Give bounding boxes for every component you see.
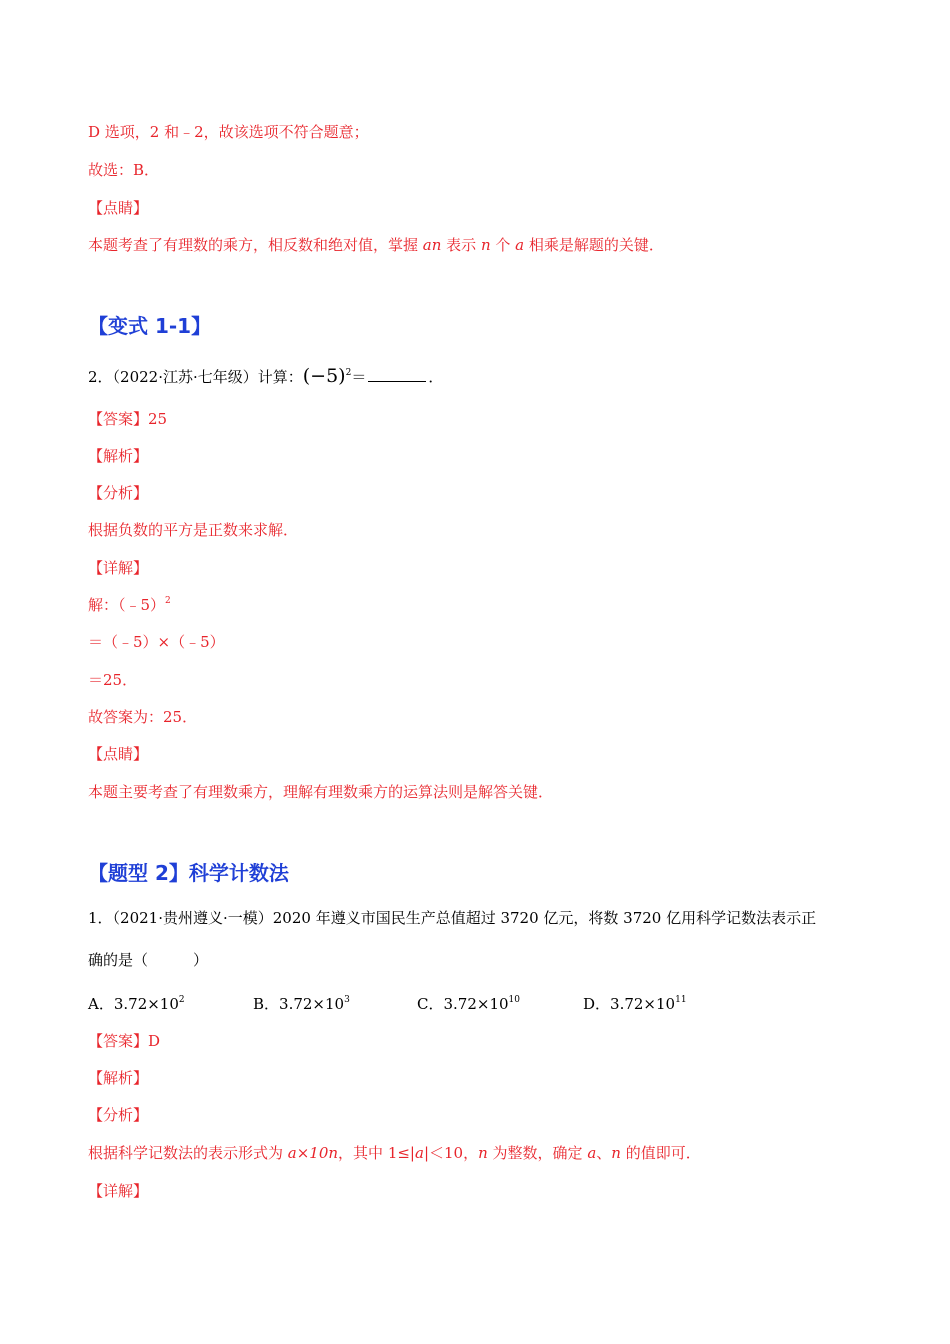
type2-fenxi-text: 根据科学记数法的表示形式为 a×10n，其中 1≤|a|＜10，n 为整数，确定 a、n 的值即可． [88, 1144, 701, 1162]
type2-question-line2: 确的是（ ） [88, 951, 209, 969]
type2-answer: 【答案】D [88, 1032, 161, 1050]
option-b: B．$3.72\times 10^3$ [253, 995, 350, 1013]
variant-step4: 故答案为：25． [88, 708, 198, 726]
option-d: D．$3.72\times 10^{11}$ [583, 995, 687, 1013]
variant-step1: 解：（﹣5）$^2$ [88, 596, 171, 614]
prev-choose: 故选：B． [88, 161, 160, 179]
variant-dianjing-text: 本题主要考查了有理数乘方，理解有理数乘方的运算法则是解答关键． [88, 783, 554, 801]
option-c: C．$3.72\times 10^{10}$ [417, 995, 520, 1013]
variant-question: 2．（2022·江苏·七年级）计算：$(-5)^2=$ ． [88, 365, 444, 387]
option-a: A．$3.72\times 10^2$ [88, 995, 185, 1013]
prev-dianjing-tag: 【点睛】 [88, 199, 149, 217]
prev-option-d: D 选项，2 和﹣2，故该选项不符合题意； [88, 123, 369, 141]
variant-step2: ＝（﹣5）×（﹣5） [88, 633, 225, 651]
type2-jiexi-tag: 【解析】 [88, 1069, 149, 1087]
variant-xiangjie-tag: 【详解】 [88, 559, 149, 577]
variant-fenxi-tag: 【分析】 [88, 484, 149, 502]
variant-heading: 【变式 1-1】 [88, 314, 212, 338]
type2-xiangjie-tag: 【详解】 [88, 1182, 149, 1200]
variant-dianjing-tag: 【点睛】 [88, 745, 149, 763]
type2-heading: 【题型 2】科学计数法 [88, 861, 289, 885]
type2-fenxi-tag: 【分析】 [88, 1106, 149, 1124]
answer-blank [368, 367, 426, 382]
variant-step3: ＝25． [88, 671, 138, 689]
type2-question-line1: 1．（2021·贵州遵义·一模）2020 年遵义市国民生产总值超过 3720 亿元，将数 3720 亿用科学记数法表示正 [88, 909, 817, 927]
variant-answer: 【答案】25 [88, 410, 168, 428]
variant-jiexi-tag: 【解析】 [88, 447, 149, 465]
prev-dianjing-text: 本题考查了有理数的乘方，相反数和绝对值，掌握 an 表示 n 个 a 相乘是解题的关键． [88, 236, 664, 254]
variant-fenxi-text: 根据负数的平方是正数来求解． [88, 521, 299, 539]
